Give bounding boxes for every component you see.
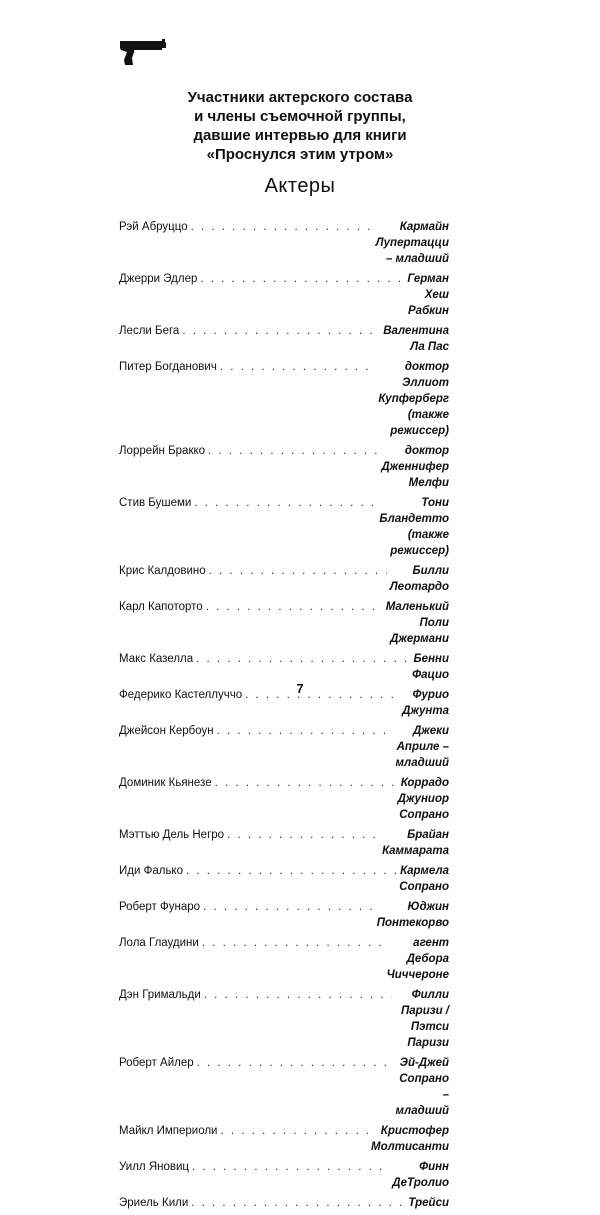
actor-name: Роберт Фунаро	[119, 901, 201, 913]
role-name: Финн ДеТролио	[392, 1161, 449, 1189]
leader-dots	[203, 899, 374, 915]
actor-name: Рэй Абруццо	[119, 221, 188, 233]
leader-dots	[196, 651, 409, 667]
role-name: Герман Хеш Рабкин	[407, 273, 449, 317]
leader-dots	[215, 775, 395, 791]
role-name: Джеки Априле – младший	[395, 725, 449, 769]
leader-dots	[217, 723, 393, 739]
cast-row	[119, 723, 449, 771]
leader-dots	[220, 359, 376, 375]
cast-row	[119, 775, 449, 823]
role-name: Брайан Каммарата	[382, 829, 449, 857]
leader-dots	[221, 1123, 369, 1139]
leader-dots	[191, 1195, 405, 1211]
cast-row	[119, 495, 449, 559]
cast-row	[119, 827, 449, 859]
actor-name: Майкл Империоли	[119, 1125, 218, 1137]
cast-list	[119, 219, 449, 1215]
actor-name: Лоррейн Бракко	[119, 445, 206, 457]
book-title	[100, 88, 500, 164]
cast-row	[119, 599, 449, 647]
actor-name: Джейсон Кербоун	[119, 725, 214, 737]
cast-row	[119, 899, 449, 931]
cast-row	[119, 987, 449, 1051]
role-name: Кристофер Молтисанти	[371, 1125, 449, 1153]
actor-name: Роберт Айлер	[119, 1057, 194, 1069]
cast-row	[119, 271, 449, 319]
role-name: Бенни Фацио	[412, 653, 449, 681]
cast-row	[119, 1159, 449, 1191]
leader-dots	[204, 987, 392, 1003]
leader-dots	[194, 495, 376, 511]
actor-name: Иди Фалько	[119, 865, 183, 877]
leader-dots	[186, 863, 396, 879]
cast-row	[119, 1195, 449, 1211]
cast-row	[119, 359, 449, 439]
cast-row	[119, 935, 449, 983]
leader-dots	[227, 827, 379, 843]
role-name: Коррадо Джуниор Сопрано	[397, 777, 450, 821]
actor-name: Лесли Бега	[119, 325, 180, 337]
role-name: доктор Эллиот Купферберг (также режиссер)	[378, 361, 450, 437]
leader-dots	[202, 935, 384, 951]
leader-dots	[197, 1055, 392, 1071]
actor-name: Доминик Кьянезе	[119, 777, 212, 789]
actor-name: Стив Бушеми	[119, 497, 192, 509]
role-name: Филли Паризи / Пэтси Паризи	[401, 989, 449, 1049]
role-name: агент Дебора Чиччероне	[386, 937, 450, 981]
leader-dots	[206, 599, 383, 615]
actor-name: Питер Богданович	[119, 361, 217, 373]
role-name: доктор Дженнифер Мелфи	[381, 445, 449, 489]
leader-dots	[209, 563, 387, 579]
actor-name: Дэн Гримальди	[119, 989, 201, 1001]
leader-dots	[192, 1159, 389, 1175]
role-name: Фурио Джунта	[402, 689, 450, 717]
title-line: Участники актерского состава	[187, 89, 413, 106]
actor-name: Федерико Кастеллуччо	[119, 689, 243, 701]
cast-row	[119, 219, 449, 267]
cast-row	[119, 1055, 449, 1119]
page-number: 7	[296, 681, 304, 696]
actor-name: Карл Капоторто	[119, 601, 203, 613]
actor-name: Макс Казелла	[119, 653, 194, 665]
cast-row	[119, 1123, 449, 1155]
cast-row	[119, 323, 449, 355]
role-name: Тони Бландетто (также режиссер)	[379, 497, 449, 557]
role-name: Кармайн Лупертацци – младший	[375, 221, 450, 265]
role-name: Билли Леотардо	[389, 565, 450, 593]
cast-row	[119, 443, 449, 491]
actor-name: Джерри Эдлер	[119, 273, 198, 285]
actor-name: Мэттью Дель Негро	[119, 829, 225, 841]
leader-dots	[208, 443, 378, 459]
title-line: давшие интервью для книги	[193, 127, 407, 144]
actor-name: Крис Калдовино	[119, 565, 206, 577]
role-name: Эй-Джей Сопрано – младший	[395, 1057, 449, 1117]
actor-name: Лола Глаудини	[119, 937, 199, 949]
cast-row	[119, 863, 449, 895]
role-name: Трейси	[408, 1197, 449, 1209]
cast-row	[119, 651, 449, 683]
cast-row	[119, 563, 449, 595]
role-name: Валентина Ла Пас	[383, 325, 449, 353]
role-name: Маленький Поли Джермани	[385, 601, 449, 645]
leader-dots	[182, 323, 380, 339]
section-title: Актеры	[264, 175, 336, 197]
title-line: и члены съемочной группы,	[194, 108, 406, 125]
role-name: Кармела Сопрано	[399, 865, 450, 893]
actor-name: Уилл Яновиц	[119, 1161, 189, 1173]
leader-dots	[200, 271, 404, 287]
actor-name: Эриель Кили	[119, 1197, 189, 1209]
title-line: «Проснулся этим утром»	[206, 146, 394, 163]
leader-dots	[191, 219, 373, 235]
pistol-icon	[118, 38, 168, 68]
role-name: Юджин Понтекорво	[376, 901, 450, 929]
